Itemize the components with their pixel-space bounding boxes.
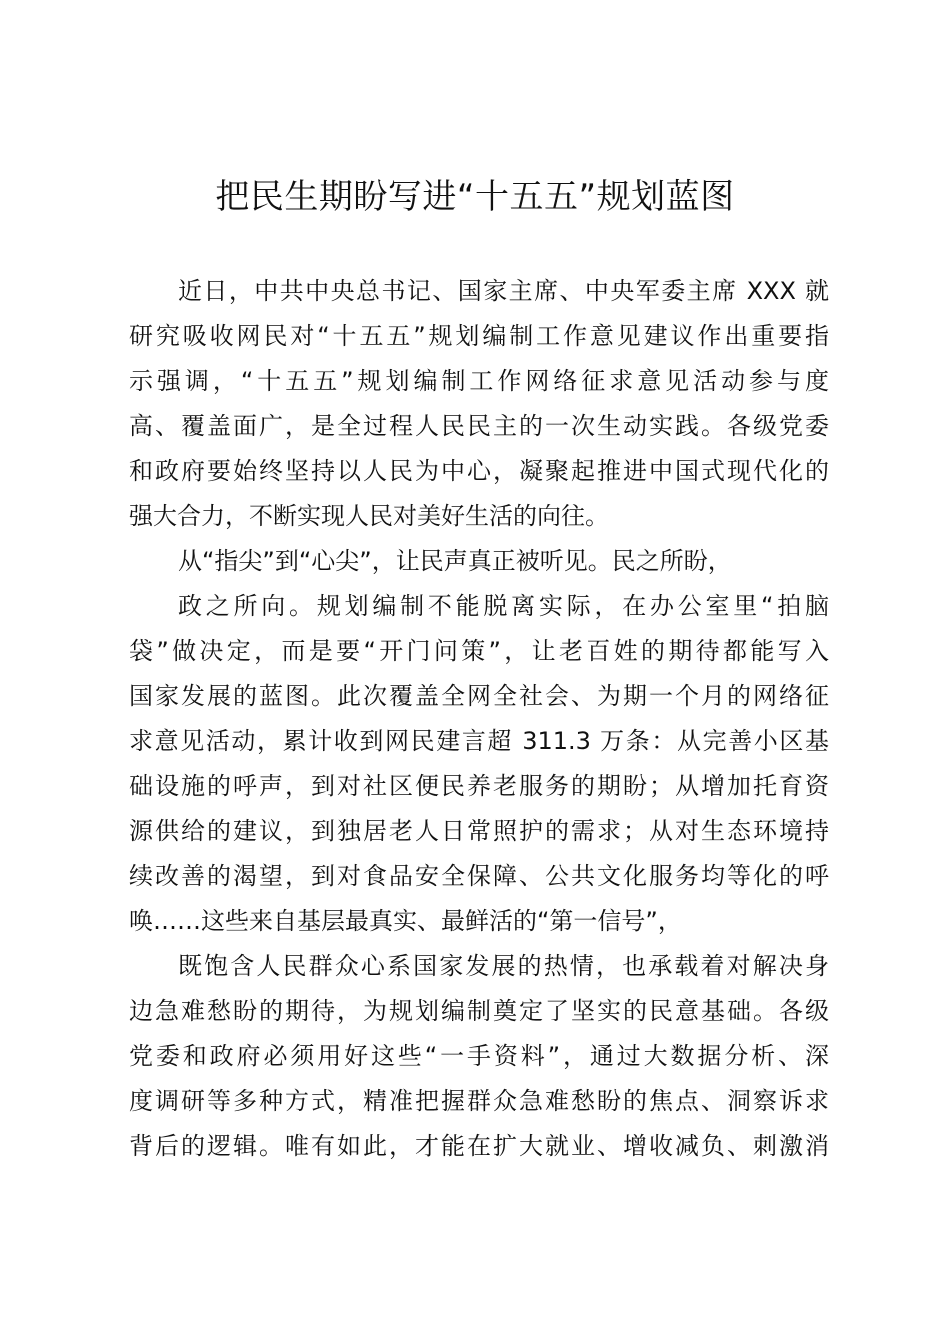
paragraph-line: 续改善的渴望，到对食品安全保障、公共文化服务均等化的呼 xyxy=(129,862,829,890)
paragraph-line: 国家发展的蓝图。此次覆盖全网全社会、为期一个月的网络征 xyxy=(129,682,829,710)
paragraph-line: 示强调，“十五五”规划编制工作网络征求意见活动参与度 xyxy=(129,367,829,395)
paragraph-line: 从“指尖”到“心尖”，让民声真正被听见。民之所盼， xyxy=(178,547,732,575)
paragraph-line: 础设施的呼声，到对社区便民养老服务的期盼；从增加托育资 xyxy=(129,772,829,800)
paragraph-line: 政之所向。规划编制不能脱离实际，在办公室里“拍脑 xyxy=(178,592,829,620)
paragraph-line: 近日，中共中央总书记、国家主席、中央军委主席 XXX 就 xyxy=(178,277,829,305)
paragraph-line: 和政府要始终坚持以人民为中心，凝聚起推进中国式现代化的 xyxy=(129,457,829,485)
document-title: 把民生期盼写进“十五五”规划蓝图 xyxy=(215,177,735,217)
paragraph-line: 强大合力，不断实现人民对美好生活的向往。 xyxy=(129,502,609,530)
paragraph-line: 既饱含人民群众心系国家发展的热情，也承载着对解决身 xyxy=(178,952,829,980)
paragraph-line: 袋”做决定，而是要“开门问策”，让老百姓的期待都能写入 xyxy=(129,637,829,665)
paragraph-line: 度调研等多种方式，精准把握群众急难愁盼的焦点、洞察诉求 xyxy=(129,1087,829,1115)
paragraph-line: 源供给的建议，到独居老人日常照护的需求；从对生态环境持 xyxy=(129,817,829,845)
paragraph-line: 高、覆盖面广，是全过程人民民主的一次生动实践。各级党委 xyxy=(129,412,829,440)
paragraph-line: 唤……这些来自基层最真实、最鲜活的“第一信号”， xyxy=(129,907,682,935)
paragraph-line: 边急难愁盼的期待，为规划编制奠定了坚实的民意基础。各级 xyxy=(129,997,829,1025)
paragraph-line: 研究吸收网民对“十五五”规划编制工作意见建议作出重要指 xyxy=(129,322,829,350)
paragraph-line: 求意见活动，累计收到网民建言超 311.3 万条：从完善小区基 xyxy=(129,727,829,755)
paragraph-line: 党委和政府必须用好这些“一手资料”，通过大数据分析、深 xyxy=(129,1042,829,1070)
paragraph-line: 背后的逻辑。唯有如此，才能在扩大就业、增收减负、刺激消 xyxy=(129,1132,829,1160)
